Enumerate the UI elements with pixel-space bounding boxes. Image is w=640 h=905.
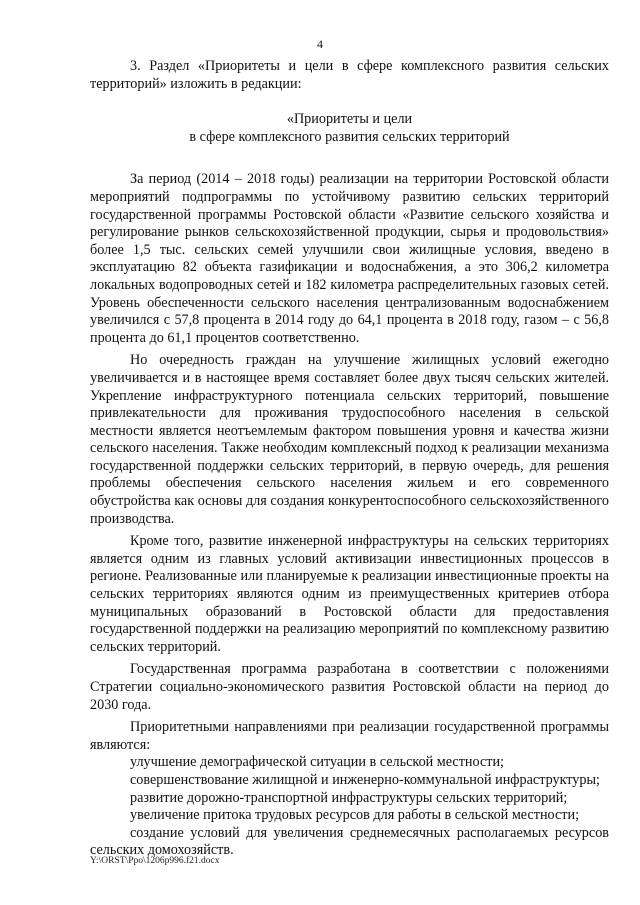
page-number: 4 (317, 37, 323, 51)
paragraph-5: Приоритетными направлениями при реализации государственной программы являются: (90, 719, 609, 753)
list-item-5: создание условий для увеличения среднемесячных располагаемых ресурсов сельских домохозяйств. (90, 824, 609, 859)
section-title (90, 111, 609, 146)
list-item-2: совершенствование жилищной и инженерно-коммунальной инфраструктуры; (130, 771, 600, 788)
section-intro: 3. Раздел «Приоритеты и цели в сфере комплексного развития сельских территорий» изложить в редакции: (90, 58, 609, 92)
document-body (90, 58, 609, 860)
section-title-line-2: в сфере комплексного развития сельских территорий (189, 128, 510, 145)
paragraph-3: Кроме того, развитие инженерной инфраструктуры на сельских территориях является одним из главных условий активизации инвестиционных процессов в регионе. Реализованные или планируемые к реализации инвестиционные проекты на сельских территориях являются одним из преимущественных критериев отбора муниципальных образований в Ростовской области для предоставления государственной поддержки на реализацию мероприятий по комплексному развитию сельских территорий. (90, 533, 609, 655)
footer-file-path: Y:\ORST\Ppo\1206p996.f21.docx (90, 856, 220, 866)
paragraph-1: За период (2014 – 2018 годы) реализации на территории Ростовской области мероприятий подпрограммы по устойчивому развитию сельских территорий государственной программы Ростовской области «Развитие сельского хозяйства и регулирование рынков сельскохозяйственной продукции, сырья и продовольствия» более 1,5 тыс. сельских семей улучшили свои жилищные условия, введено в эксплуатацию 82 объекта газификации и водоснабжения, а это 306,2 километра локальных водопроводных сетей и 182 километра распределительных газовых сетей. Уровень обеспеченности сельского населения централизованным водоснабжением увеличился с 57,8 процента в 2014 году до 64,1 процента в 2018 году, газом – с 56,8 процента до 61,1 процентов соответственно. (90, 171, 609, 346)
paragraph-4: Государственная программа разработана в соответствии с положениями Стратегии социально-экономического развития Ростовской области на период до 2030 года. (90, 661, 609, 713)
list-item-3: развитие дорожно-транспортной инфраструктуры сельских территорий; (130, 789, 568, 806)
section-title-line-1: «Приоритеты и цели (286, 111, 413, 128)
paragraph-2: Но очередность граждан на улучшение жилищных условий ежегодно увеличивается и в настоящее время составляет более двух тысяч сельских жителей. Укрепление инфраструктурного потенциала сельских территорий, повышение привлекательности для проживания трудоспособного населения в сельской местности является неотъемлемым фактором повышения уровня и качества жизни сельского населения. Также необходим комплексный подход к реализации механизма государственной поддержки сельских территорий, в первую очередь, для решения проблемы обеспечения сельского населения жильем и его современного обустройства как основы для создания конкурентоспособного сельскохозяйственного производства. (90, 352, 609, 527)
list-item-1: улучшение демографической ситуации в сельской местности; (130, 754, 504, 771)
list-item-4: увеличение притока трудовых ресурсов для работы в сельской местности; (130, 807, 580, 824)
